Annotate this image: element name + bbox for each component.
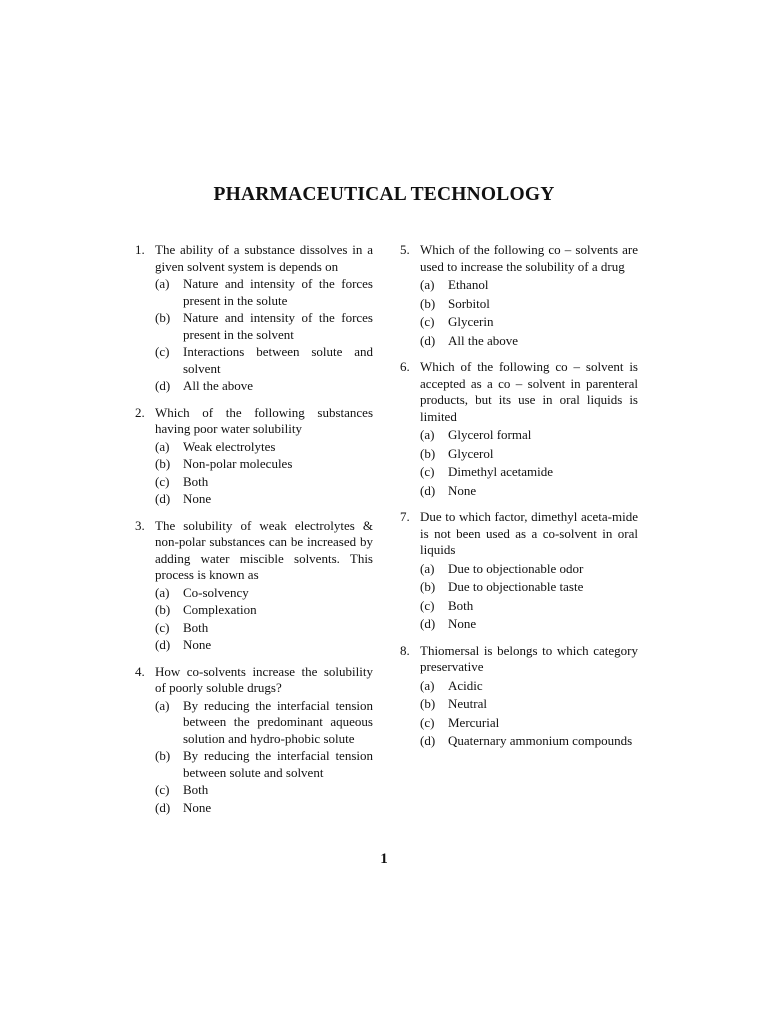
- option-text: None: [448, 616, 477, 631]
- option-label: (d): [155, 637, 171, 652]
- option-label: (c): [155, 619, 170, 635]
- option: [155, 800, 373, 817]
- option: [155, 620, 373, 637]
- option: [155, 344, 373, 377]
- question: [135, 242, 373, 395]
- option: [155, 310, 373, 343]
- option-label: (c): [420, 714, 435, 730]
- option-label: (b): [420, 295, 436, 311]
- option: [155, 748, 373, 781]
- option: [420, 483, 638, 500]
- question: [135, 664, 373, 817]
- option: [155, 378, 373, 395]
- question-number: 6.: [400, 359, 410, 374]
- option-label: (b): [155, 310, 171, 325]
- option-text: Co-solvency: [183, 584, 249, 600]
- question: [135, 518, 373, 654]
- page-title: PHARMACEUTICAL TECHNOLOGY: [213, 184, 555, 205]
- option-text: Due to objectionable odor: [448, 560, 584, 576]
- option-label: (c): [155, 344, 170, 359]
- question-number: 8.: [400, 642, 410, 658]
- question-text: The ability of a substance dissolves in a given solvent system is depends on: [155, 242, 373, 274]
- option-label: (c): [420, 464, 435, 479]
- option-text: Complexation: [183, 602, 257, 617]
- question-number: 5.: [400, 242, 410, 257]
- option-text: Both: [183, 473, 209, 489]
- option-label: (b): [420, 445, 436, 461]
- left-column: [135, 242, 373, 826]
- option: [420, 277, 638, 294]
- option: [155, 698, 373, 748]
- option-label: (d): [420, 733, 436, 748]
- option-text: None: [183, 799, 212, 815]
- question: [400, 242, 638, 349]
- option: [155, 474, 373, 491]
- option-text: By reducing the interfacial tension between the predominant aqueous solution and hydro-phobic solute: [183, 697, 373, 746]
- option-text: Both: [183, 619, 209, 635]
- question-number: 1.: [135, 242, 145, 257]
- option-label: (a): [420, 560, 435, 576]
- option-text: Both: [183, 782, 209, 797]
- option-text: None: [448, 482, 477, 498]
- question-text: Which of the following substances having poor water solubility: [155, 404, 373, 436]
- option: [420, 696, 638, 713]
- option-label: (d): [155, 799, 171, 815]
- option: [155, 456, 373, 473]
- option-text: None: [183, 637, 212, 652]
- option: [420, 296, 638, 313]
- option-label: (a): [420, 277, 435, 292]
- option-label: (b): [155, 456, 171, 471]
- option-label: (a): [155, 584, 170, 600]
- option-text: None: [183, 491, 212, 506]
- option: [155, 782, 373, 799]
- option: [155, 276, 373, 309]
- option: [420, 579, 638, 596]
- option: [420, 446, 638, 463]
- option-label: (b): [420, 696, 436, 711]
- option-label: (a): [155, 438, 170, 454]
- option: [155, 439, 373, 456]
- option-text: Mercurial: [448, 714, 500, 730]
- option: [155, 585, 373, 602]
- option-text: Glycerol formal: [448, 427, 532, 442]
- option-text: Acidic: [448, 677, 483, 693]
- option-text: Both: [448, 597, 474, 613]
- option: [420, 427, 638, 444]
- page-number: 1: [380, 851, 388, 867]
- option: [420, 333, 638, 350]
- option: [155, 491, 373, 508]
- question-number: 2.: [135, 404, 145, 420]
- option-text: Sorbitol: [448, 295, 490, 311]
- option-label: (c): [155, 473, 170, 489]
- option: [420, 598, 638, 615]
- option-text: Ethanol: [448, 277, 489, 292]
- option: [155, 637, 373, 654]
- option-label: (a): [420, 427, 435, 442]
- question: [135, 405, 373, 508]
- option: [420, 678, 638, 695]
- option-text: Glycerin: [448, 314, 494, 329]
- option-text: Nature and intensity of the forces present in the solvent: [183, 310, 373, 342]
- question-text: Which of the following co – solvent is accepted as a co – solvent in parenteral products, but its use in oral liquids is limited: [420, 359, 638, 424]
- option: [420, 314, 638, 331]
- option-label: (b): [420, 579, 436, 594]
- question-number: 4.: [135, 663, 145, 679]
- question-text: The solubility of weak electrolytes & non-polar substances can be increased by adding water miscible solvents. This process is known as: [155, 517, 373, 582]
- option-text: Weak electrolytes: [183, 438, 276, 454]
- option-text: Glycerol: [448, 445, 494, 461]
- option-text: Dimethyl acetamide: [448, 464, 554, 479]
- option-label: (c): [155, 782, 170, 797]
- option-label: (d): [420, 482, 436, 498]
- option-label: (b): [155, 748, 171, 763]
- option-text: Quaternary ammonium compounds: [448, 733, 633, 748]
- option-label: (d): [155, 378, 171, 393]
- question: [400, 509, 638, 633]
- option-text: All the above: [183, 378, 254, 393]
- option-label: (d): [155, 491, 171, 506]
- question-number: 7.: [400, 509, 410, 524]
- option-label: (a): [420, 677, 435, 693]
- option: [420, 733, 638, 750]
- question-text: Thiomersal is belongs to which category preservative: [420, 642, 638, 674]
- option-label: (d): [420, 332, 436, 348]
- option-label: (a): [155, 697, 170, 713]
- option-text: All the above: [448, 332, 519, 348]
- option-label: (d): [420, 616, 436, 631]
- right-column: [400, 242, 638, 760]
- option: [420, 464, 638, 481]
- option-text: Nature and intensity of the forces present in the solute: [183, 276, 373, 308]
- option-text: Interactions between solute and solvent: [183, 344, 373, 376]
- option: [420, 561, 638, 578]
- option-label: (c): [420, 314, 435, 329]
- option-text: Non-polar molecules: [183, 456, 293, 471]
- option: [420, 715, 638, 732]
- option-label: (c): [420, 597, 435, 613]
- option-text: Due to objectionable taste: [448, 579, 584, 594]
- option-label: (b): [155, 602, 171, 617]
- option-text: Neutral: [448, 696, 487, 711]
- question-text: Due to which factor, dimethyl aceta-mide is not been used as a co-solvent in oral liquids: [420, 509, 638, 557]
- option: [420, 616, 638, 633]
- option-label: (a): [155, 276, 170, 291]
- question: [400, 359, 638, 499]
- question-text: How co-solvents increase the solubility of poorly soluble drugs?: [155, 663, 373, 695]
- question: [400, 643, 638, 750]
- question-number: 3.: [135, 517, 145, 533]
- question-text: Which of the following co – solvents are used to increase the solubility of a drug: [420, 242, 638, 274]
- option: [155, 602, 373, 619]
- option-text: By reducing the interfacial tension between solute and solvent: [183, 748, 373, 780]
